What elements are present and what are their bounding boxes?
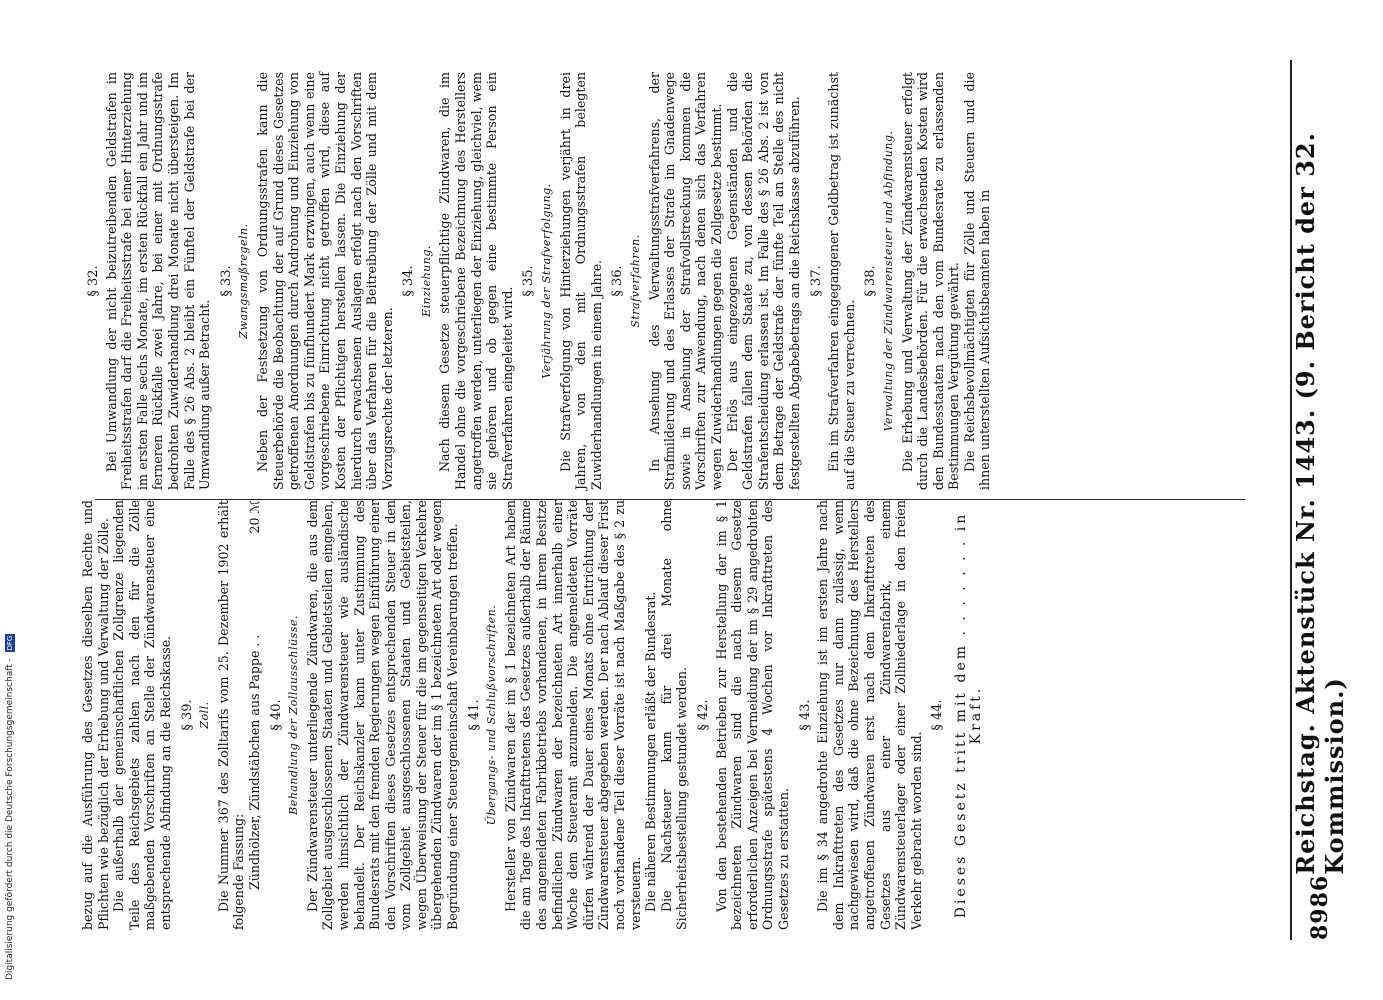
final-clause: Dieses Gesetz tritt mit dem . . . . . . . in Kraft. bbox=[952, 511, 985, 919]
paragraph: Nach diesem Gesetze steuerpflichtige Zündwaren, die im Handel ohne die vorgeschriebene Bezeichnung des Herstellers angetroffen werden, unterliegen der Einziehung, gleichviel, wem sie gehören und ob gegen eine bestimmte Person ein Strafverfahren eingeleitet wird. bbox=[437, 72, 515, 490]
digitization-text: Digitalisierung gefördert durch die Deutsche Forschungsgemeinschaft - bbox=[5, 658, 15, 980]
paragraph: Die Reichsbevollmächtigten für Zölle und Steuern und die ihnen unterstellten Aufsichtsbeamten haben in bbox=[961, 72, 993, 490]
section-number: § 42. bbox=[695, 699, 711, 731]
paragraph: Die Nachsteuer kann für drei Monate ohne Sicherheitsbestellung gestundet werden. bbox=[658, 500, 690, 930]
paragraph: Die außerhalb der gemeinschaftlichen Zollgrenze liegenden Teile des Reichsgebiets zahlen nach den für die Zölle maßgebenden Vorschriften an Stelle der Zündwarensteuer eine entsprechende Abfindung an die Reichskasse. bbox=[111, 500, 173, 930]
page-number: 8986 bbox=[1307, 874, 1333, 940]
section-number: § 40. bbox=[268, 699, 284, 731]
section-heading: Einziehung. bbox=[419, 245, 433, 317]
section-heading: Zoll. bbox=[198, 701, 212, 729]
page-title: Reichstag. Aktenstück Nr. 1443. (9. Bericht der 32. Kommission.) bbox=[1291, 132, 1349, 875]
paragraph: Die näheren Bestimmungen erläßt der Bundesrat. bbox=[643, 591, 659, 912]
section-heading: Übergangs- und Schlußvorschriften. bbox=[485, 604, 499, 826]
tariff-line bbox=[247, 500, 263, 930]
section-number: § 34. bbox=[401, 265, 417, 297]
paragraph: Die Erhebung und Verwaltung der Zündwarensteuer erfolgt durch die Landesbehörden. Für die erwachsenden Kosten wird den Bundesstaaten nach den vom Bundesrate zu erlassenden Bestimmungen Vergütung gewährt. bbox=[899, 72, 962, 490]
digitization-note bbox=[0, 0, 20, 1000]
section-number: § 36. bbox=[610, 265, 626, 297]
section-number: § 37. bbox=[808, 265, 824, 297]
section-heading: Verwaltung der Zündwarensteuer und Abfindung. bbox=[881, 130, 895, 432]
paragraph: Hersteller von Zündwaren der im § 1 bezeichneten Art haben die am Tage des Inkrafttretens des Gesetzes außerhalb der Räume des angemeldeten Fabrikbetriebs vorhandenen, in ihrem Besitze befindlichen Zündwaren der bezeichneten Art innerhalb einer Woche dem Steueramt anzumelden. Die angemeldeten Vorräte dürfen während der Dauer eines Monats ohne Entrichtung der Zündwarensteuer abgegeben werden. Der nach Ablauf dieser Frist noch vorhandene Teil dieser Vorräte ist nach Maßgabe des § 2 zu versteuern. bbox=[502, 500, 643, 930]
right-column bbox=[80, 500, 985, 930]
paragraph: Der Erlös aus eingezogenen Gegenständen und die Geldstrafen fallen dem Staate zu, von dessen Behörden die Strafentscheidung erlassen ist. Im Falle des § 26 Abs. 2 ist von dem Betrage der Geldstrafe der fünfte Teil an Stelle des nicht festgestellten Abgabebetrags an die Reichskasse abzuführen. bbox=[724, 72, 802, 490]
paragraph: Neben der Festsetzung von Ordnungsstrafen kann die Steuerbehörde die Beobachtung der auf Grund dieses Gesetzes getroffenen Anordnungen durch Androhung und Einziehung von Geldstrafen bis zu fünfhundert Mark erzwingen, auch wenn eine vorgeschriebene Einrichtung nicht getroffen wird, diese auf Kosten der Pflichtigen herstellen lassen. Die Einziehung der hierdurch erwachsenen Auslagen erfolgt nach den Vorschriften über das Verfahren für die Beitreibung der Zölle und mit dem Vorzugsrechte der letzteren. bbox=[254, 72, 395, 490]
paragraph: Die Nummer 367 des Zolltarifs vom 25. Dezember 1902 erhält folgende Fassung: bbox=[215, 500, 247, 930]
paragraph: bezug auf die Ausführung des Gesetzes dieselben Rechte und Pflichten wie bezüglich der Erhebung und Verwaltung der Zölle. bbox=[80, 500, 111, 930]
section-number: § 44. bbox=[930, 699, 946, 731]
section-number: § 43. bbox=[797, 699, 813, 731]
paragraph: Bei Umwandlung der nicht beizutreibenden Geldstrafen in Freiheitsstrafen darf die Freiheitsstrafe bei einer Hinterziehung im ersten Falle sechs Monate, im ersten Rückfall ein Jahr und im ferneren Rückfalle zwei Jahre, bei einer mit Ordnungsstrafe bedrohten Zuwiderhandlung drei Monate nicht übersteigen. Im Falle des § 26 Abs. 2 bleibt ein Fünftel der Geldstrafe bei der Umwandlung außer Betracht. bbox=[103, 72, 213, 490]
section-number: § 33. bbox=[218, 265, 234, 297]
paragraph: Der Zündwarensteuer unterliegende Zündwaren, die aus dem Zollgebiet ausgeschlossenen Staaten und Gebietsteilen eingehen, werden hinsichtlich der Zündwarensteuer wie ausländische behandelt. Der Reichskanzler kann unter Zustimmung des Bundesrats mit den fremden Regierungen wegen Einführung einer den Vorschriften dieses Gesetzes entsprechenden Steuer in den vom Zollgebiet ausgeschlossenen Staaten und Gebietsteilen, wegen Überweisung der Steuer für die im gegenseitigen Verkehre übergehenden Zündwaren der im § 1 bezeichneten Art oder wegen Begründung einer Steuergemeinschaft Vereinbarungen treffen. bbox=[304, 500, 461, 930]
dfg-logo: DFG bbox=[6, 635, 14, 651]
section-number: § 38. bbox=[863, 265, 879, 297]
section-number: § 39. bbox=[179, 699, 195, 731]
section-heading: Zwangsmaßregeln. bbox=[237, 223, 251, 339]
paragraph: In Ansehung des Verwaltungsstrafverfahrens, der Strafmilderung und des Erlasses der Strafe im Gnadenwege sowie in Ansehung der Strafvollstreckung kommen die Vorschriften zur Anwendung, nach denen sich das Verfahren wegen Zuwiderhandlungen gegen die Zollgesetze bestimmt. bbox=[646, 72, 724, 490]
section-heading: Strafverfahren. bbox=[629, 234, 642, 328]
left-column bbox=[80, 72, 993, 490]
tariff-label: Zündhölzer, Zündstäbchen aus Pappe . . bbox=[246, 634, 262, 890]
section-number: § 32. bbox=[86, 265, 101, 297]
tariff-value: 20 ℳ bbox=[246, 500, 262, 534]
section-heading: Behandlung der Zollausschlüsse. bbox=[287, 615, 301, 815]
paragraph: Von den bestehenden Betrieben zur Herstellung der im § 1 bezeichneten Zündwaren sind die nach diesem Gesetze erforderlichen Anzeigen bei Vermeidung der im § 29 angedrohten Ordnungsstrafe spätestens 4 Wochen vor Inkrafttreten des Gesetzes zu erstatten. bbox=[713, 500, 791, 930]
section-number: § 35. bbox=[521, 265, 537, 297]
paragraph: Die Strafverfolgung von Hinterziehungen verjährt in drei Jahren, von den mit Ordnungsstrafen belegten Zuwiderhandlungen in einem Jahre. bbox=[557, 72, 604, 490]
page-header bbox=[1291, 60, 1349, 940]
section-heading: Verjährung der Strafverfolgung. bbox=[540, 183, 554, 379]
section-number: § 41. bbox=[466, 699, 482, 731]
paragraph: Die im § 34 angedrohte Einziehung ist im ersten Jahre nach dem Inkrafttreten des Gesetzes nur dann zulässig, wenn nachgewiesen wird, daß die ohne Bezeichnung des Herstellers angetroffenen Zündwaren erst nach dem Inkrafttreten des Gesetzes aus einer Zündwarenfabrik, einem Zündwarensteuerlager oder einer Zollniederlage in den freien Verkehr gebracht worden sind. bbox=[815, 500, 924, 930]
paragraph: Ein im Strafverfahren eingegangener Geldbetrag ist zunächst auf die Steuer zu verrechnen. bbox=[826, 72, 857, 490]
